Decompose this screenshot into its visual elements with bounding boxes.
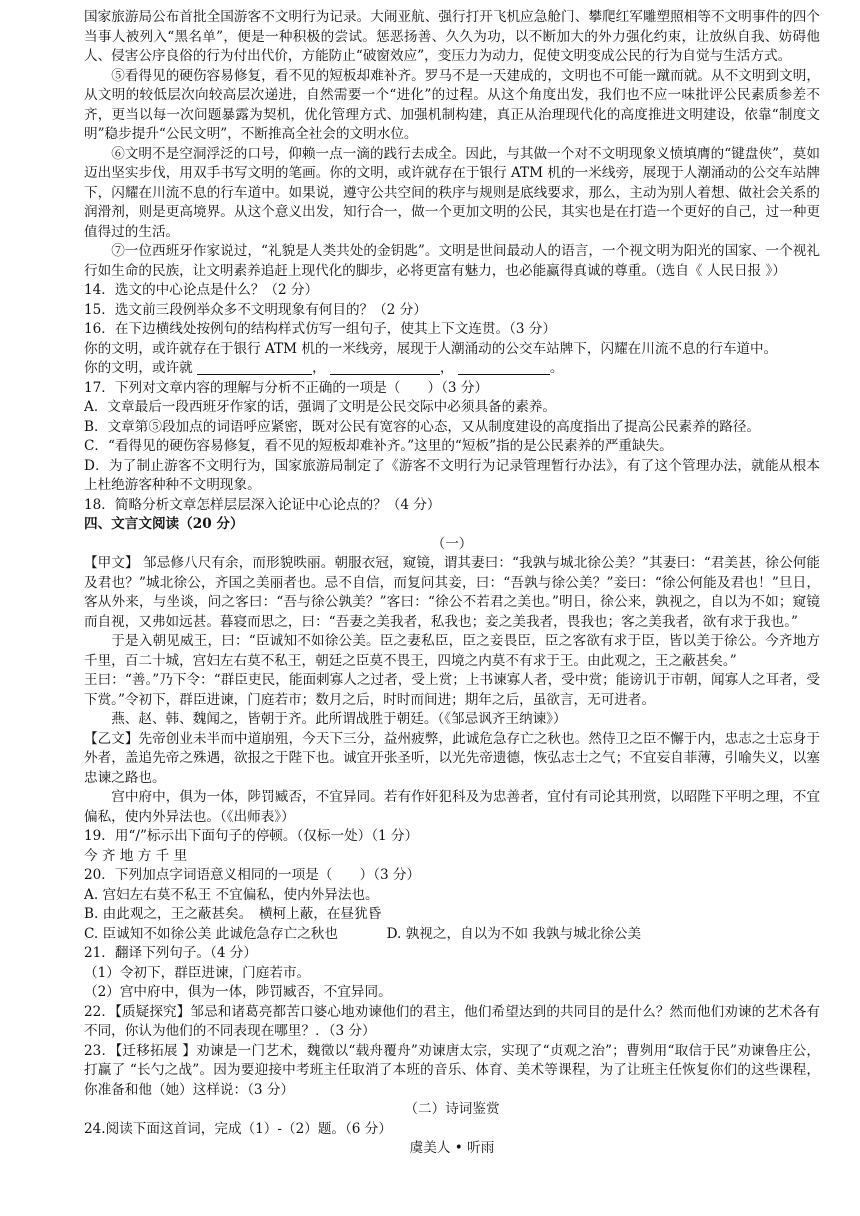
jia-paragraph-1: 【甲文】 邹忌修八尺有余，而形貌昳丽。朝服衣冠，窥镜，谓其妻曰：“我孰与城北徐公美？”其妻曰：“君美甚，徐公何能及君也？”城北徐公，齐国之美丽者也。忌不自信，而复问其妾，曰：“吾孰与徐公美？”妾曰：“徐公何能及君也！”旦日，客从外来，与坐谈，问之客曰：“吾与徐公孰美？”客曰：“徐公不若君之美也。”明日，徐公来，孰视之，自以为不如；窥镜而自视，又弗如远甚。暮寝而思之，曰：“吾妻之美我者，私我也；妾之美我者，畏我也；客之美我者，欲有求于我也。”: [84, 555, 820, 630]
subsection-heading-2: （二）诗词鉴赏: [404, 1101, 500, 1117]
question-16-prompt: 你的文明，或许就: [84, 360, 193, 376]
question-16-period: 。: [549, 360, 564, 376]
poem-title: 虞美人 • 听雨: [409, 1140, 495, 1156]
question-16: 16．在下边横线处按例句的结构样式仿写一组句子，使其上下文连贯。（3 分）: [84, 321, 557, 337]
question-19: 19．用“/”标示出下面句子的停顿。（仅标一处）（1 分）: [84, 828, 419, 844]
answer-blank-3[interactable]: [458, 360, 550, 375]
question-17-option-d: D．为了制止游客不文明行为，国家旅游局制定了《游客不文明行为记录管理暂行办法》，有了这个管理办法，就能从根本上杜绝游客种种不文明现象。: [84, 457, 820, 493]
question-17: 17．下列对文章内容的理解与分析不正确的一项是（ ）（3 分）: [84, 379, 489, 396]
passage-paragraph-4: 国家旅游局公布首批全国游客不文明行为记录。大闹亚航、强行打开飞机应急舱门、攀爬红军雕塑照相等不文明事件的四个当事人被列入“黑名单”，便是一种积极的尝试。惩恶扬善、久久为功，以不断加大的外力强化约束，让放纵自我、妨碍他人、侵害公序良俗的行为付出代价，方能防止“破窗效应”，变压力为动力，促使文明变成公民的行为自觉与生活方式。: [84, 9, 820, 64]
question-22: 22．【质疑探究】邹忌和诸葛亮都苦口婆心地劝谏他们的君主，他们希望达到的共同目的是什么？然而他们劝谏的艺术各有不同，你认为他们的不同表现在哪里？．（3 分）: [84, 1003, 820, 1039]
question-17-option-b: B．文章第⑤段加点的词语呼应紧密，既对公民有宽容的心态，又从制度建设的高度指出了提高公民素养的路径。: [84, 418, 761, 435]
question-14: 14．选文的中心论点是什么？（2 分）: [84, 282, 319, 298]
question-20-option-a: A. 宫妇左右莫不私王 不宜偏私，使内外异法也。: [84, 886, 379, 903]
question-23: 23．【迁移拓展 】劝谏是一门艺术，魏徵以“载舟覆舟”劝谏唐太宗，实现了“贞观之治”；曹刿用“取信于民”劝谏鲁庄公，打赢了 “长勺之战”。因为要迎接中考班主任取消了本班的音乐、体育、美术等课程，为了让班主任恢复你们的这些课程，你准备和他（她）这样说：（3 分）: [84, 1042, 820, 1098]
question-20-option-d: D. 孰视之，自以为不如 我孰与城北徐公美: [386, 925, 642, 942]
question-20-option-c: C. 臣诚知不如徐公美 此诚危急存亡之秋也: [84, 925, 338, 942]
question-21-item-1: （1）令初下，群臣进谏，门庭若市。: [84, 964, 311, 981]
question-16-comma-1: ，: [312, 360, 326, 376]
answer-blank-1[interactable]: [197, 360, 312, 375]
question-18: 18．简略分析文章怎样层层深入论证中心论点的？（4 分）: [84, 496, 441, 513]
question-17-option-c: C．“看得见的硬伤容易修复，看不见的短板却难补齐。”这里的“短板”指的是公民素养的严重缺失。: [84, 438, 673, 454]
question-20-option-cd: [84, 925, 820, 945]
answer-blank-2[interactable]: [330, 360, 440, 375]
question-16-example: 你的文明，或许就存在于银行 ATM 机的一米线旁，展现于人潮涌动的公交车站牌下，闪耀在川流不息的行车道中。: [84, 340, 778, 357]
yi-paragraph-2: 宫中府中，俱为一体，陟罚臧否，不宜异同。若有作奸犯科及为忠善者，宜付有司论其刑赏，以昭陛下平明之理，不宜偏私，使内外异法也。（《出师表》）: [84, 789, 820, 825]
question-17-option-a: A．文章最后一段西班牙作家的话，强调了文明是公民交际中必须具备的素养。: [84, 399, 557, 415]
question-15: 15．选文前三段例举众多不文明现象有何目的？（2 分）: [84, 301, 427, 318]
section-heading-classical: 四、文言文阅读（20 分）: [84, 516, 244, 532]
passage-paragraph-5: ⑤看得见的硬伤容易修复，看不见的短板却难补齐。罗马不是一天建成的，文明也不可能一蹴而就。从不文明到文明，从文明的较低层次向较高层次递进，自然需要一个“进化”的过程。从这个角度出发，我们也不应一味批评公民素质参差不齐，更当以每一次问题暴露为契机，优化管理方式、加强机制构建，真正从治理现代化的高度推进文明建设，依靠“制度文明”稳步提升“公民文明”，不断推高全社会的文明水位。: [84, 67, 820, 142]
question-21-item-2: （2）宫中府中，俱为一体，陟罚臧否，不宜异同。: [84, 984, 392, 1000]
jia-paragraph-4: 燕、赵、韩、魏闻之，皆朝于齐。此所谓战胜于朝廷。（《邹忌讽齐王纳谏》）: [111, 711, 567, 727]
question-16-answer-line: [84, 359, 820, 379]
question-20-option-b: B. 由此观之，王之蔽甚矣。 横柯上蔽，在昼犹昏: [84, 906, 382, 922]
yi-paragraph-1: 【乙文】先帝创业未半而中道崩殂，今天下三分，益州疲弊，此诚危急存亡之秋也。然侍卫之臣不懈于内，忠志之士忘身于外者，盖追先帝之殊遇，欲报之于陛下也。诚宜开张圣听，以光先帝遗德，恢弘志士之气；不宜妄自菲薄，引喻失义，以塞忠谏之路也。: [84, 730, 820, 786]
question-21: 21．翻译下列句子。（4 分）: [84, 945, 257, 961]
question-19-sentence: 今 齐 地 方 千 里: [84, 847, 188, 864]
question-16-comma-2: ，: [440, 360, 454, 376]
jia-paragraph-3: 王曰：“善。”乃下令：“群臣吏民，能面刺寡人之过者，受上赏；上书谏寡人者，受中赏；能谤讥于市朝，闻寡人之耳者，受下赏。”令初下，群臣进谏，门庭若市；数月之后，时时而间进；期年之后，虽欲言，无可进者。: [84, 672, 820, 708]
question-24: 24.阅读下面这首词，完成（1）-（2）题。（6 分）: [84, 1120, 392, 1137]
subsection-heading-1: （一）: [431, 535, 473, 552]
passage-paragraph-6: ⑥文明不是空洞浮泛的口号，仰赖一点一滴的践行去成全。因此，与其做一个对不文明现象义愤填膺的“键盘侠”，莫如迈出坚实步伐，用双手书写文明的笔画。你的文明，或许就存在于银行 ATM 机的一米线旁，展现于人潮涌动的公交车站牌下，闪耀在川流不息的行车道中。如果说，遵守公共空间的秩序与规则是底线要求，那么，主动为别人着想、做社会关系的润滑剂，则是更高境界。从这个意义出发，知行合一，做一个更加文明的公民，其实也是在打造一个更好的自己，过一种更值得过的生活。: [84, 145, 820, 240]
question-20: 20．下列加点字词语意义相同的一项是（ ）（3 分）: [84, 867, 421, 883]
passage-paragraph-7: ⑦一位西班牙作家说过，“礼貌是人类共处的金钥匙”。文明是世间最动人的语言，一个视文明为阳光的国家、一个视礼行如生命的民族，让文明素养追赶上现代化的脚步，必将更富有魅力，也必能赢得真诚的尊重。（选自《 人民日报 》）: [84, 243, 820, 279]
jia-paragraph-2: 于是入朝见威王，曰：“臣诚知不如徐公美。臣之妻私臣，臣之妾畏臣，臣之客欲有求于臣，皆以美于徐公。今齐地方千里，百二十城，宫妇左右莫不私王，朝廷之臣莫不畏王，四境之内莫不有求于王。由此观之，王之蔽甚矣。”: [84, 633, 820, 669]
